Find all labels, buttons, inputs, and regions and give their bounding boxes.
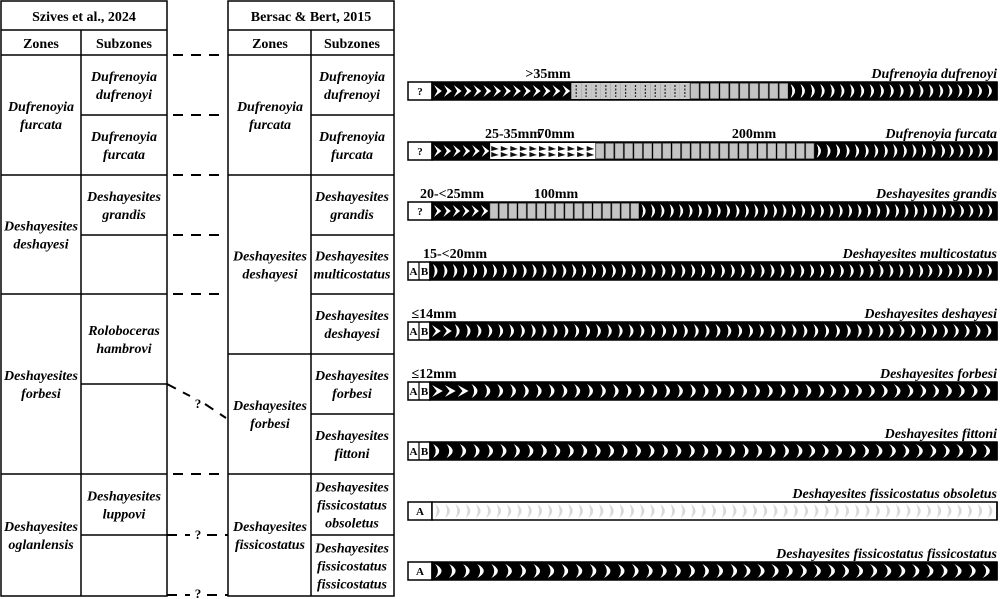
subzone-name: Deshayesites xyxy=(87,190,161,205)
size-label: 25-35mm xyxy=(485,127,541,142)
zone-name: forbesi xyxy=(21,387,61,402)
zone-name: fissicostatus xyxy=(234,538,306,553)
bar-segment-chevron xyxy=(433,143,490,159)
subzone-name: Deshayesites xyxy=(315,480,389,496)
ontogeny-bar xyxy=(408,247,998,280)
species-name: Dufrenoyia furcata xyxy=(885,127,997,142)
size-label: >35mm xyxy=(525,67,571,82)
stage-box-letter: B xyxy=(420,266,429,278)
stage-box-letter: B xyxy=(420,386,429,398)
right-col-zones: Zones xyxy=(252,37,288,52)
zone-name: Dufrenoyia xyxy=(236,100,304,115)
zone-name: furcata xyxy=(20,118,62,133)
subzone-name: hambrovi xyxy=(96,342,152,357)
correlation-lines xyxy=(167,55,228,595)
subzone-name: deshayesi xyxy=(324,327,380,342)
ontogeny-bar xyxy=(408,427,997,460)
subzone-name: forbesi xyxy=(332,387,372,402)
size-label: 70mm xyxy=(537,127,575,142)
subzone-name: Dufrenoyia xyxy=(318,130,386,145)
subzone-name: Deshayesites xyxy=(315,541,389,557)
zone-name: Deshayesites xyxy=(233,520,307,535)
bar-body xyxy=(430,442,997,460)
zone-name: deshayesi xyxy=(242,267,298,283)
zone-name: Deshayesites xyxy=(233,249,307,265)
species-name: Deshayesites grandis xyxy=(876,187,997,202)
zone-name: oglanlensis xyxy=(8,538,74,553)
subzone-name: Dufrenoyia xyxy=(90,130,158,145)
ontogeny-bar xyxy=(408,487,998,520)
species-name: Deshayesites deshayesi xyxy=(864,307,997,322)
zone-name: Deshayesites xyxy=(4,520,78,535)
stage-box-letter: B xyxy=(420,446,429,458)
ontogeny-bar xyxy=(408,187,998,220)
zone-name: forbesi xyxy=(250,417,290,432)
bar-segment-chevron xyxy=(431,383,470,399)
subzone-name: Deshayesites xyxy=(315,429,389,444)
left-col-zones: Zones xyxy=(23,37,59,52)
subzone-name: multicostatus xyxy=(313,267,391,283)
subzone-name: grandis xyxy=(102,208,146,223)
zone-name: Deshayesites xyxy=(4,219,78,235)
size-label: ≤14mm xyxy=(411,307,457,322)
subzone-name: Deshayesites xyxy=(315,309,389,324)
subzone-name: luppovi xyxy=(102,507,146,523)
size-label: ≤12mm xyxy=(411,367,457,382)
stage-box-letter: B xyxy=(420,326,429,338)
ontogeny-bar xyxy=(408,547,998,580)
subzone-name: dufrenoyi xyxy=(96,88,152,103)
subzone-name: furcata xyxy=(103,148,145,163)
subzone-name: fissicostatus xyxy=(316,577,388,593)
left-col-subzones: Subzones xyxy=(95,37,153,52)
stage-box-letter: A xyxy=(416,566,424,578)
species-name: Deshayesites fissicostatus obsoletus xyxy=(792,487,997,502)
zone-name: Deshayesites xyxy=(233,399,307,414)
uncertain-mark: ? xyxy=(194,396,202,411)
right-col-subzones: Subzones xyxy=(323,37,381,52)
ontogeny-bar xyxy=(408,307,997,340)
stage-box-letter: A xyxy=(409,266,418,278)
stage-box-letter: A xyxy=(409,446,418,458)
subzone-name: furcata xyxy=(331,148,373,163)
ontogeny-bar xyxy=(408,127,997,160)
bar-segment-dark-marks xyxy=(490,143,595,159)
bar-segment-grey-blocks xyxy=(596,144,814,159)
zone-name: Deshayesites xyxy=(4,369,78,384)
uncertain-mark: ? xyxy=(194,527,202,542)
bar-segment-chevron xyxy=(433,203,489,219)
species-name: Deshayesites fissicostatus fissicostatus xyxy=(776,547,997,562)
subzone-name: Deshayesites xyxy=(315,249,389,265)
size-label: 15-<20mm xyxy=(423,247,487,262)
subzone-name: Deshayesites xyxy=(315,369,389,384)
left-table-title: Szives et al., 2024 xyxy=(32,10,136,25)
subzone-name: Deshayesites xyxy=(315,190,389,205)
stage-box-letter: ? xyxy=(417,86,423,98)
zone-name: Dufrenoyia xyxy=(7,100,75,115)
zone-name: deshayesi xyxy=(13,237,69,253)
ontogeny-bar xyxy=(408,67,997,100)
ontogeny-bars xyxy=(408,67,998,580)
subzone-name: Deshayesites xyxy=(87,489,161,505)
stage-box-letter: A xyxy=(416,506,424,518)
stage-box-letter: A xyxy=(409,386,418,398)
subzone-name: Dufrenoyia xyxy=(318,70,386,85)
subzone-name: dufrenoyi xyxy=(324,88,380,103)
stage-box-letter: ? xyxy=(417,146,423,158)
bar-body xyxy=(430,322,997,340)
bar-segment-chevron xyxy=(433,83,571,99)
stage-box-letter: A xyxy=(409,326,418,338)
uncertain-mark: ? xyxy=(194,586,202,599)
subzone-name: obsoletus xyxy=(325,516,379,532)
species-name: Dufrenoyia dufrenoyi xyxy=(871,67,997,82)
size-label: 200mm xyxy=(731,127,777,142)
bar-segment-grey-ticks xyxy=(571,83,690,99)
subzone-name: grandis xyxy=(330,208,374,223)
bar-segment-chevron xyxy=(431,323,453,339)
zone-name: furcata xyxy=(249,118,291,133)
species-name: Deshayesites fittoni xyxy=(884,427,997,442)
size-label: 20-<25mm xyxy=(420,187,484,202)
subzone-name: fittoni xyxy=(334,447,370,462)
species-name: Deshayesites forbesi xyxy=(879,367,997,382)
subzone-name: Roloboceras xyxy=(88,324,160,339)
subzone-name: Dufrenoyia xyxy=(90,70,158,85)
size-label: 100mm xyxy=(533,187,579,202)
bar-body xyxy=(432,562,997,580)
subzone-name: fissicostatus xyxy=(316,559,388,575)
ontogeny-bar xyxy=(408,367,997,400)
subzone-name: fissicostatus xyxy=(316,498,388,514)
stage-box-letter: ? xyxy=(417,206,423,218)
species-name: Deshayesites multicostatus xyxy=(842,247,997,262)
right-table-title: Bersac & Bert, 2015 xyxy=(250,10,372,25)
